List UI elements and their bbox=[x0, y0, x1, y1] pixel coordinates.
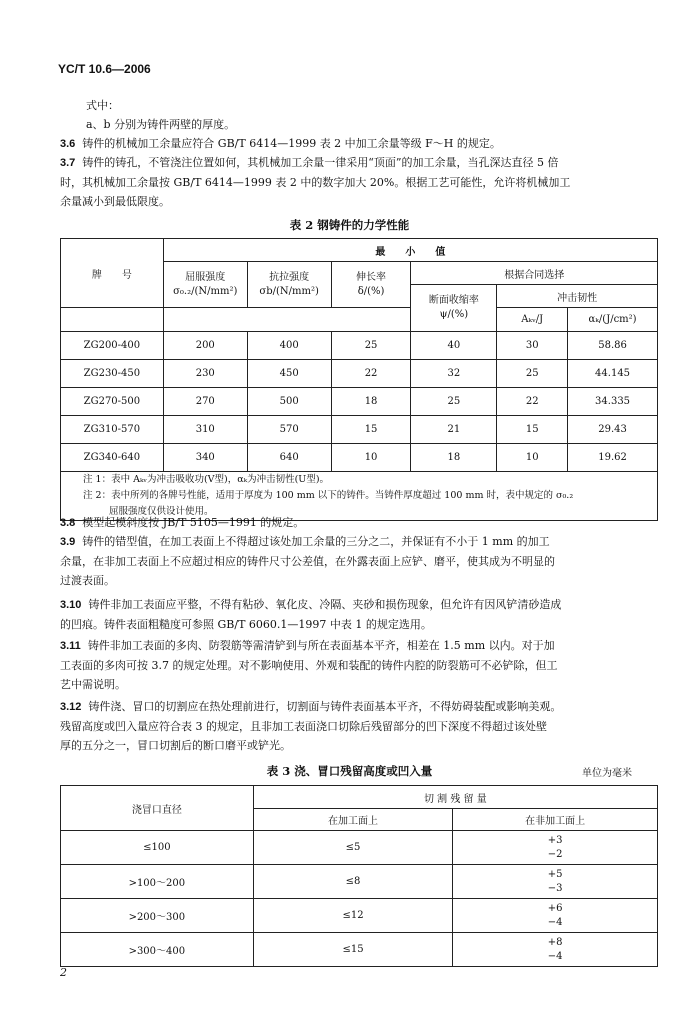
table-cell: 22 bbox=[497, 388, 568, 416]
table-3-unit: 单位为毫米 bbox=[582, 768, 632, 779]
table-cell: 25 bbox=[331, 332, 411, 360]
table-cell: 450 bbox=[247, 360, 331, 388]
clause-text-line: 余量减小到最低限度。 bbox=[60, 195, 170, 208]
diameter-cell: >300～400 bbox=[61, 933, 254, 967]
table-cell: 25 bbox=[411, 388, 497, 416]
table-cell: 15 bbox=[497, 416, 568, 444]
tolerance-plus: +5 bbox=[547, 868, 563, 880]
clause-text-line: 铸件非加工表面应平整，不得有粘砂、氧化皮、冷隔、夹砂和损伤现象，但允许有因风铲清砂造成 bbox=[88, 598, 562, 611]
diameter-cell: ≤100 bbox=[61, 831, 254, 865]
table-cell: ZG270-500 bbox=[61, 388, 164, 416]
table-cell: 500 bbox=[247, 388, 331, 416]
clause-3-8 bbox=[60, 513, 304, 533]
header-text: 断面收缩率 bbox=[428, 295, 479, 306]
table-2-caption: 表 2 钢铸件的力学性能 bbox=[289, 218, 410, 232]
clause-text-line: 过渡表面。 bbox=[60, 574, 115, 587]
clause-text-line: 时，其机械加工余量按 GB/T 6414—1999 表 2 中的数字加大 20%。根据工艺可能性，允许将机械加工 bbox=[60, 176, 571, 189]
tolerance-minus: −4 bbox=[547, 950, 563, 962]
table-cell: 310 bbox=[163, 416, 247, 444]
page-number: 2 bbox=[60, 966, 67, 979]
table-3 bbox=[60, 785, 658, 967]
tolerance-plus: +6 bbox=[547, 902, 563, 914]
table-row bbox=[61, 899, 658, 933]
table-cell: 400 bbox=[247, 332, 331, 360]
col-header-diameter: 浇冒口直径 bbox=[61, 786, 254, 831]
standard-code: YC/T 10.6—2006 bbox=[58, 62, 151, 76]
table-cell: 18 bbox=[331, 388, 411, 416]
table-cell: 40 bbox=[411, 332, 497, 360]
table-cell: 32 bbox=[411, 360, 497, 388]
table-cell: 10 bbox=[497, 444, 568, 472]
table-cell: 640 bbox=[247, 444, 331, 472]
clause-number: 3.12 bbox=[60, 701, 82, 713]
nonmachined-cell bbox=[453, 933, 658, 967]
col-header-impact: 冲击韧性 bbox=[497, 285, 658, 308]
clause-text-line: 工表面的多肉可按 3.7 的规定处理。对不影响使用、外观和装配的铸件内腔的防裂筋可不必铲除，但工 bbox=[60, 659, 558, 672]
tolerance-plus: +8 bbox=[547, 936, 563, 948]
diameter-cell: >100～200 bbox=[61, 865, 254, 899]
clause-text-line: 铸件的错型值，在加工表面上不得超过该处加工余量的三分之二，并保证有不小于 1 mm 的加工 bbox=[82, 535, 550, 548]
header-text: 屈服强度 bbox=[185, 271, 226, 283]
table-cell: ZG310-570 bbox=[61, 416, 164, 444]
clause-text: 铸件的机械加工余量应符合 GB/T 6414—1999 表 2 中加工余量等级 F～H 的规定。 bbox=[82, 137, 501, 150]
table-cell: 25 bbox=[497, 360, 568, 388]
tolerance-minus: −2 bbox=[547, 848, 563, 860]
table-cell: 21 bbox=[411, 416, 497, 444]
header-text: 伸长率 bbox=[356, 271, 387, 283]
col-header-residual: 切 割 残 留 量 bbox=[253, 786, 657, 809]
header-unit: ψ/(%) bbox=[439, 309, 469, 320]
header-text: 抗拉强度 bbox=[269, 271, 310, 283]
table-cell: 230 bbox=[163, 360, 247, 388]
table-cell: 58.86 bbox=[568, 332, 658, 360]
header-unit: σ₀.₂/(N/mm²) bbox=[173, 285, 238, 297]
col-header-minimum: 最 小 值 bbox=[163, 239, 657, 262]
grade-spacer bbox=[61, 308, 164, 332]
tolerance-minus: −3 bbox=[547, 882, 563, 894]
nonmachined-cell bbox=[453, 865, 658, 899]
note-2: 注 2：表中所列的各牌号性能，适用于厚度为 100 mm 以下的铸件。当铸件厚度超过 100 mm 时，表中规定的 σ₀.₂ bbox=[83, 490, 574, 501]
nonmachined-cell bbox=[453, 831, 658, 865]
clause-number: 3.11 bbox=[60, 640, 81, 652]
table-row bbox=[61, 865, 658, 899]
table-row bbox=[61, 831, 658, 865]
table-cell: 22 bbox=[331, 360, 411, 388]
table-row bbox=[61, 933, 658, 967]
clause-3-11 bbox=[60, 636, 557, 694]
clause-3-12 bbox=[60, 697, 561, 755]
table-row bbox=[61, 360, 658, 388]
table-3-caption: 表 3 浇、冒口残留高度或凹入量 bbox=[266, 764, 433, 778]
clause-text-line: 铸件浇、冒口的切割应在热处理前进行，切割面与铸件表面基本平齐，不得妨碍装配或影响美观。 bbox=[88, 700, 562, 713]
table-cell: 15 bbox=[331, 416, 411, 444]
variable-definition: a、b 分别为铸件两壁的厚度。 bbox=[86, 118, 236, 131]
clause-3-10 bbox=[60, 595, 561, 634]
machined-cell: ≤8 bbox=[253, 865, 453, 899]
clause-text-line: 艺中需说明。 bbox=[60, 678, 126, 691]
col-header-ak: αₖ/(J/cm²) bbox=[568, 308, 658, 332]
table-cell: 18 bbox=[411, 444, 497, 472]
col-header-elongation bbox=[331, 262, 411, 308]
col-header-contract-choice: 根据合同选择 bbox=[411, 262, 658, 285]
table-row bbox=[61, 332, 658, 360]
table-cell: 270 bbox=[163, 388, 247, 416]
table-cell: 200 bbox=[163, 332, 247, 360]
clause-text-line: 的凹痕。铸件表面粗糙度可参照 GB/T 6060.1—1997 中表 1 的规定选用。 bbox=[60, 618, 432, 631]
formula-label: 式中： bbox=[86, 99, 119, 112]
header-unit: δ/(%) bbox=[357, 285, 385, 297]
table-cell: 29.43 bbox=[568, 416, 658, 444]
machined-cell: ≤5 bbox=[253, 831, 453, 865]
clause-3-7 bbox=[60, 153, 570, 211]
table-row bbox=[61, 416, 658, 444]
clause-number: 3.8 bbox=[60, 517, 76, 529]
note-2-continued: 屈服强度仅供设计使用。 bbox=[109, 506, 214, 517]
col-header-machined: 在加工面上 bbox=[253, 809, 453, 831]
clause-number: 3.7 bbox=[60, 157, 76, 169]
table-2 bbox=[60, 238, 658, 521]
col-header-grade: 牌 号 bbox=[61, 239, 164, 308]
table-cell: 340 bbox=[163, 444, 247, 472]
header-spacer bbox=[163, 308, 411, 332]
header-unit: σb/(N/mm²) bbox=[259, 285, 319, 297]
clause-number: 3.9 bbox=[60, 536, 76, 548]
col-header-shrinkage bbox=[411, 285, 497, 332]
clause-3-6 bbox=[60, 134, 501, 154]
machined-cell: ≤15 bbox=[253, 933, 453, 967]
clause-3-9 bbox=[60, 532, 555, 590]
table-cell: 19.62 bbox=[568, 444, 658, 472]
table-cell: ZG200-400 bbox=[61, 332, 164, 360]
tolerance-minus: −4 bbox=[547, 916, 563, 928]
clause-text-line: 铸件的铸孔，不管浇注位置如何，其机械加工余量一律采用“顶面”的加工余量，当孔深达直径 5 倍 bbox=[82, 156, 559, 169]
table-cell: 570 bbox=[247, 416, 331, 444]
nonmachined-cell bbox=[453, 899, 658, 933]
diameter-cell: >200～300 bbox=[61, 899, 254, 933]
clause-text-line: 铸件非加工表面的多肉、防裂筋等需清铲到与所在表面基本平齐，相差在 1.5 mm 以内。对于加 bbox=[87, 639, 555, 652]
clause-text-line: 余量，在非加工表面上不应超过相应的铸件尺寸公差值，在外露表面上应铲、磨平，使其成为不明显的 bbox=[60, 555, 555, 568]
table-cell: ZG230-450 bbox=[61, 360, 164, 388]
note-1: 注 1：表中 Aₖᵥ为冲击吸收功(V型)，αₖ为冲击韧性(U型)。 bbox=[83, 474, 330, 485]
col-header-yield bbox=[163, 262, 247, 308]
col-header-akv: Aₖᵥ/J bbox=[497, 308, 568, 332]
machined-cell: ≤12 bbox=[253, 899, 453, 933]
clause-text-line: 残留高度或凹入量应符合表 3 的规定，且非加工表面浇口切除后残留部分的凹下深度不得超过该处壁 bbox=[60, 720, 547, 733]
clause-text: 模型起模斜度按 JB/T 5105—1991 的规定。 bbox=[82, 516, 305, 529]
clause-number: 3.10 bbox=[60, 599, 82, 611]
table-cell: 44.145 bbox=[568, 360, 658, 388]
clause-number: 3.6 bbox=[60, 138, 76, 150]
table-cell: 34.335 bbox=[568, 388, 658, 416]
table-cell: 30 bbox=[497, 332, 568, 360]
tolerance-plus: +3 bbox=[547, 834, 563, 846]
table-cell: 10 bbox=[331, 444, 411, 472]
table-row bbox=[61, 388, 658, 416]
table-row bbox=[61, 444, 658, 472]
clause-text-line: 厚的五分之一，冒口切割后的断口磨平或铲光。 bbox=[60, 739, 291, 752]
table-cell: ZG340-640 bbox=[61, 444, 164, 472]
col-header-tensile bbox=[247, 262, 331, 308]
col-header-nonmachined: 在非加工面上 bbox=[453, 809, 658, 831]
